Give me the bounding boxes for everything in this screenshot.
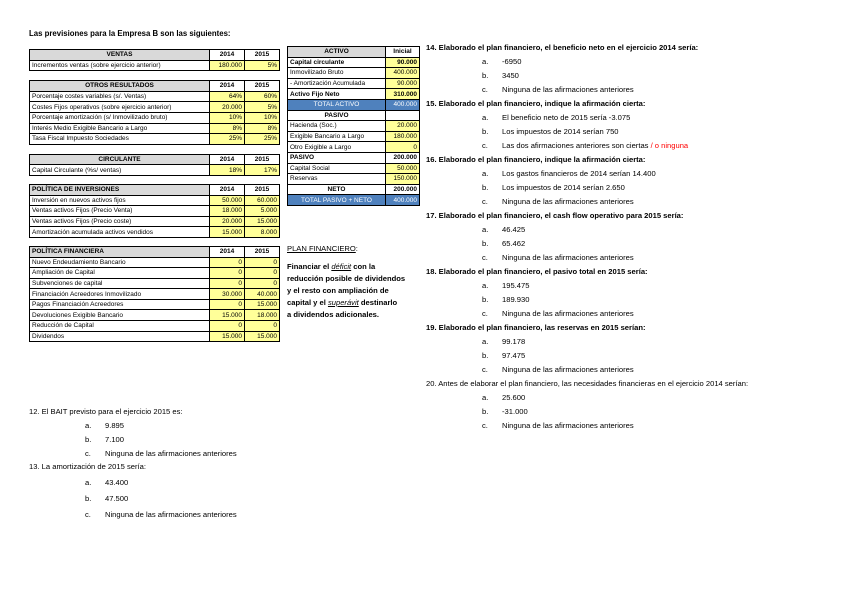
option-a (426, 113, 836, 123)
value-cell: 40.000 (245, 289, 280, 300)
option-b (426, 351, 836, 361)
value-cell: 64% (210, 91, 245, 102)
option-letter: c. (482, 85, 488, 94)
table-row (30, 257, 280, 268)
option-text: Ninguna de las afirmaciones anteriores (502, 85, 634, 94)
row-label: Interés Medio Exigible Bancario a Largo (30, 123, 210, 134)
questions-left (29, 407, 419, 520)
value-cell: 8% (210, 123, 245, 134)
value-cell: 90.000 (386, 78, 420, 89)
plan-fragment: Financiar el (287, 262, 332, 271)
option-c (426, 365, 836, 375)
option-letter: c. (482, 197, 488, 206)
option-letter: a. (85, 478, 92, 487)
table-row (30, 134, 280, 145)
header-cell: 2015 (245, 246, 280, 257)
value-cell: 0 (245, 321, 280, 332)
superavit-term: superávit (327, 298, 359, 307)
table-row (30, 91, 280, 102)
question-text: 16. Elaborado el plan financiero, indique la afirmación cierta: (426, 155, 646, 164)
otros-resultados-table (29, 80, 280, 145)
total-label: TOTAL PASIVO + NETO (288, 195, 386, 206)
option-letter: b. (482, 295, 489, 304)
plan-line: a dividendos adicionales. (287, 310, 379, 319)
value-cell: 8.000 (245, 227, 280, 238)
value-cell: 200.000 (386, 184, 420, 195)
value-cell: 180.000 (386, 131, 420, 142)
header-cell: 2014 (210, 50, 245, 61)
table-row (30, 123, 280, 134)
value-cell: 0 (245, 278, 280, 289)
question-text: 19. Elaborado el plan financiero, las reservas en 2015 serían: (426, 323, 646, 332)
option-text: 46.425 (502, 225, 526, 234)
row-label: Dividendos (30, 331, 210, 342)
option-text: 65.462 (502, 239, 526, 248)
table-row (30, 112, 280, 123)
option-a (29, 421, 419, 431)
table-row (30, 227, 280, 238)
row-label: Ventas activos Fijos (Precio Venta) (30, 206, 210, 217)
option-b (29, 435, 419, 445)
table-row (288, 78, 420, 89)
option-text: Ninguna de las afirmaciones anteriores (502, 309, 634, 318)
question-13 (29, 462, 419, 520)
question-text: 17. Elaborado el plan financiero, el cash flow operativo para 2015 sería: (426, 211, 684, 220)
option-letter: c. (482, 309, 488, 318)
value-cell: 20.000 (210, 216, 245, 227)
intro-text: Las previsiones para la Empresa B son las siguientes: (29, 29, 231, 38)
plan-title (287, 244, 358, 253)
option-text: Los impuestos de 2014 serían 750 (502, 127, 619, 136)
header-cell: CIRCULANTE (30, 154, 210, 165)
option-b (426, 127, 836, 137)
value-cell: 20.000 (386, 121, 420, 132)
option-c (426, 197, 836, 207)
option-c (426, 253, 836, 263)
value-cell: 15.000 (245, 331, 280, 342)
header-cell: 2014 (210, 81, 245, 92)
option-letter: a. (482, 337, 489, 346)
option-letter: c. (482, 141, 488, 150)
row-label: Financiación Acreedores Inmovilizado (30, 289, 210, 300)
option-text: 195.475 (502, 281, 530, 290)
value-cell: 5.000 (245, 206, 280, 217)
question-text: 18. Elaborado el plan financiero, el pasivo total en 2015 sería: (426, 267, 648, 276)
row-label: Porcentaje amortización (s/ Inmovilizado bruto) (30, 112, 210, 123)
value-cell: 25% (210, 134, 245, 145)
table-row (288, 142, 420, 153)
question-text: 12. El BAIT previsto para el ejercicio 2015 es: (29, 407, 183, 416)
option-annotation: / o ninguna (648, 141, 689, 150)
row-label: Porcentaje costes variables (s/. Ventas) (30, 91, 210, 102)
value-cell: 8% (245, 123, 280, 134)
row-label: Hacienda (Soc.) (288, 121, 386, 132)
option-c (29, 449, 419, 459)
option-b (426, 239, 836, 249)
option-b (29, 494, 419, 504)
row-label: Incrementos ventas (sobre ejercicio anterior) (30, 60, 210, 71)
left-tables (29, 49, 280, 342)
table-row (288, 163, 420, 174)
question-text: 20. Antes de elaborar el plan financiero, las necesidades financieras en el ejercicio 2014 serían: (426, 379, 749, 388)
total-label: TOTAL ACTIVO (288, 99, 386, 110)
value-cell: 180.000 (210, 60, 245, 71)
row-label: Inversión en nuevos activos fijos (30, 195, 210, 206)
total-value: 400.000 (386, 195, 420, 206)
row-label: Reducción de Capital (30, 321, 210, 332)
option-a (426, 393, 836, 403)
value-cell: 0 (245, 268, 280, 279)
value-cell: 60% (245, 91, 280, 102)
question-20 (426, 379, 836, 431)
table-row (288, 89, 420, 100)
value-cell: 400.000 (386, 68, 420, 79)
plan-title-colon: : (355, 244, 358, 253)
table-row (288, 152, 420, 163)
section-header-empty (386, 110, 420, 121)
circulante-table (29, 154, 280, 176)
header-cell: OTROS RESULTADOS (30, 81, 210, 92)
option-text: Ninguna de las afirmaciones anteriores (502, 197, 634, 206)
option-letter: b. (85, 435, 92, 444)
row-label: Otro Exigible a Largo (288, 142, 386, 153)
table-row (30, 102, 280, 113)
option-letter: c. (482, 253, 488, 262)
value-cell: 15.000 (210, 310, 245, 321)
row-label: Exigible Bancario a Largo (288, 131, 386, 142)
option-c (426, 421, 836, 431)
question-text: 14. Elaborado el plan financiero, el beneficio neto en el ejercicio 2014 sería: (426, 43, 699, 52)
option-text: Los gastos financieros de 2014 serían 14.400 (502, 169, 656, 178)
table-row (288, 57, 420, 68)
header-cell: POLÍTICA DE INVERSIONES (30, 184, 210, 195)
table-row (288, 131, 420, 142)
header-cell: 2015 (245, 50, 280, 61)
row-label: Ampliación de Capital (30, 268, 210, 279)
option-letter: b. (482, 239, 489, 248)
option-b (426, 407, 836, 417)
table-row (30, 206, 280, 217)
option-text: 43.400 (105, 478, 129, 487)
value-cell: 0 (210, 268, 245, 279)
value-cell: 17% (245, 165, 280, 176)
option-text: 25.600 (502, 393, 526, 402)
option-letter: a. (482, 169, 489, 178)
question-15 (426, 99, 836, 151)
plan-fragment: destinarlo (358, 298, 398, 307)
table-row (288, 184, 420, 195)
table-row (30, 299, 280, 310)
value-cell: 310.000 (386, 89, 420, 100)
header-cell: VENTAS (30, 50, 210, 61)
option-a (29, 478, 419, 488)
header-cell: 2015 (245, 81, 280, 92)
header-cell: POLÍTICA FINANCIERA (30, 246, 210, 257)
row-label: Reservas (288, 174, 386, 185)
plan-title-text: PLAN FINANCIERO (287, 244, 356, 253)
value-cell: 50.000 (386, 163, 420, 174)
row-label: Costes Fijos operativos (sobre ejercicio anterior) (30, 102, 210, 113)
option-letter: a. (482, 225, 489, 234)
row-label: Capital Social (288, 163, 386, 174)
plan-line: reducción posible de dividendos (287, 274, 406, 283)
option-letter: c. (482, 365, 488, 374)
value-cell: 20.000 (210, 102, 245, 113)
option-a (426, 225, 836, 235)
value-cell: 18.000 (210, 206, 245, 217)
header-cell: 2015 (245, 154, 280, 165)
header-cell: 2014 (210, 184, 245, 195)
table-row (30, 195, 280, 206)
option-letter: b. (482, 183, 489, 192)
value-cell: 0 (210, 321, 245, 332)
option-b (426, 295, 836, 305)
table-row (30, 216, 280, 227)
header-cell: 2015 (245, 184, 280, 195)
plan-line (287, 261, 405, 273)
value-cell: 18.000 (245, 310, 280, 321)
option-text: 97.475 (502, 351, 526, 360)
value-cell: 200.000 (386, 152, 420, 163)
value-cell: 90.000 (386, 57, 420, 68)
option-c (426, 85, 836, 95)
option-letter: a. (482, 113, 489, 122)
option-a (426, 337, 836, 347)
plan-fragment: capital y el (287, 298, 328, 307)
total-value: 400.000 (386, 99, 420, 110)
option-text: Ninguna de las afirmaciones anteriores (502, 253, 634, 262)
row-label: Subvenciones de capital (30, 278, 210, 289)
value-cell: 15.000 (210, 331, 245, 342)
header-cell: Inicial (386, 47, 420, 58)
question-12 (29, 407, 419, 459)
table-row (30, 165, 280, 176)
option-text: Ninguna de las afirmaciones anteriores (502, 365, 634, 374)
option-text: Ninguna de las afirmaciones anteriores (105, 510, 237, 519)
balance-section (287, 46, 420, 206)
row-label: Amortización acumulada activos vendidos (30, 227, 210, 238)
row-label: PASIVO (288, 152, 386, 163)
question-19 (426, 323, 836, 375)
header-cell: 2014 (210, 154, 245, 165)
row-label: Tasa Fiscal Impuesto Sociedades (30, 134, 210, 145)
table-row (30, 310, 280, 321)
value-cell: 150.000 (386, 174, 420, 185)
value-cell: 15.000 (210, 227, 245, 238)
table-row (30, 331, 280, 342)
table-row (288, 68, 420, 79)
value-cell: 18% (210, 165, 245, 176)
row-label: - Amortización Acumulada (288, 78, 386, 89)
row-label: Ventas activos Fijos (Precio coste) (30, 216, 210, 227)
question-14 (426, 43, 836, 95)
table-row (30, 278, 280, 289)
financiera-table (29, 246, 280, 342)
row-label: Pagos Financiación Acreedores (30, 299, 210, 310)
option-a (426, 281, 836, 291)
option-b (426, 71, 836, 81)
balance-table (287, 46, 420, 206)
option-letter: b. (482, 71, 489, 80)
option-text: 9.895 (105, 421, 125, 430)
option-letter: c. (85, 510, 91, 519)
option-c (29, 510, 419, 520)
table-row (30, 289, 280, 300)
value-cell: 50.000 (210, 195, 245, 206)
option-text: 99.178 (502, 337, 526, 346)
value-cell: 0 (210, 257, 245, 268)
option-text: 3450 (502, 71, 519, 80)
option-a (426, 169, 836, 179)
table-row (288, 174, 420, 185)
questions-right (426, 43, 836, 431)
option-text: Ninguna de las afirmaciones anteriores (105, 449, 237, 458)
option-letter: a. (85, 421, 92, 430)
value-cell: 5% (245, 102, 280, 113)
row-label: NETO (288, 184, 386, 195)
table-row (30, 321, 280, 332)
row-label: Capital Circulante (%s/ ventas) (30, 165, 210, 176)
value-cell: 5% (245, 60, 280, 71)
plan-line (287, 297, 405, 309)
value-cell: 10% (245, 112, 280, 123)
option-letter: b. (482, 407, 489, 416)
option-letter: c. (85, 449, 91, 458)
option-text: Las dos afirmaciones anteriores son ciertas (502, 141, 649, 150)
option-text: 7.100 (105, 435, 125, 444)
table-row (30, 60, 280, 71)
question-18 (426, 267, 836, 319)
section-header: PASIVO (288, 110, 386, 121)
row-label: Inmovilizado Bruto (288, 68, 386, 79)
deficit-term: déficit (331, 262, 352, 271)
header-cell: ACTIVO (288, 47, 386, 58)
option-letter: b. (85, 494, 92, 503)
option-text: Los impuestos de 2014 serían 2.650 (502, 183, 625, 192)
option-c (426, 309, 836, 319)
question-text: 15. Elaborado el plan financiero, indique la afirmación cierta: (426, 99, 646, 108)
total-row (288, 195, 420, 206)
option-text: El beneficio neto de 2015 sería -3.075 (502, 113, 631, 122)
row-label: Devoluciones Exigible Bancario (30, 310, 210, 321)
table-row (288, 121, 420, 132)
value-cell: 0 (210, 278, 245, 289)
option-c (426, 141, 836, 151)
option-text: 189.930 (502, 295, 530, 304)
row-label: Nuevo Endeudamiento Bancario (30, 257, 210, 268)
total-row (288, 99, 420, 110)
question-text: 13. La amortización de 2015 sería: (29, 462, 146, 471)
header-cell: 2014 (210, 246, 245, 257)
plan-text (287, 261, 405, 321)
option-letter: b. (482, 351, 489, 360)
question-16 (426, 155, 836, 207)
option-letter: a. (482, 393, 489, 402)
option-letter: c. (482, 421, 488, 430)
value-cell: 25% (245, 134, 280, 145)
question-17 (426, 211, 836, 263)
value-cell: 0 (245, 257, 280, 268)
value-cell: 0 (210, 299, 245, 310)
option-text: 47.500 (105, 494, 129, 503)
ventas-table (29, 49, 280, 71)
value-cell: 30.000 (210, 289, 245, 300)
value-cell: 15.000 (245, 299, 280, 310)
value-cell: 0 (386, 142, 420, 153)
table-row (30, 268, 280, 279)
option-letter: a. (482, 57, 489, 66)
option-text: -6950 (502, 57, 522, 66)
inversiones-table (29, 184, 280, 238)
plan-fragment: con la (351, 262, 376, 271)
option-letter: b. (482, 127, 489, 136)
value-cell: 15.000 (245, 216, 280, 227)
option-text: Ninguna de las afirmaciones anteriores (502, 421, 634, 430)
option-text: -31.000 (502, 407, 528, 416)
option-letter: a. (482, 281, 489, 290)
option-a (426, 57, 836, 67)
value-cell: 10% (210, 112, 245, 123)
option-b (426, 183, 836, 193)
plan-line: y el resto con ampliación de (287, 286, 389, 295)
row-label: Capital circulante (288, 57, 386, 68)
value-cell: 60.000 (245, 195, 280, 206)
row-label: Activo Fijo Neto (288, 89, 386, 100)
